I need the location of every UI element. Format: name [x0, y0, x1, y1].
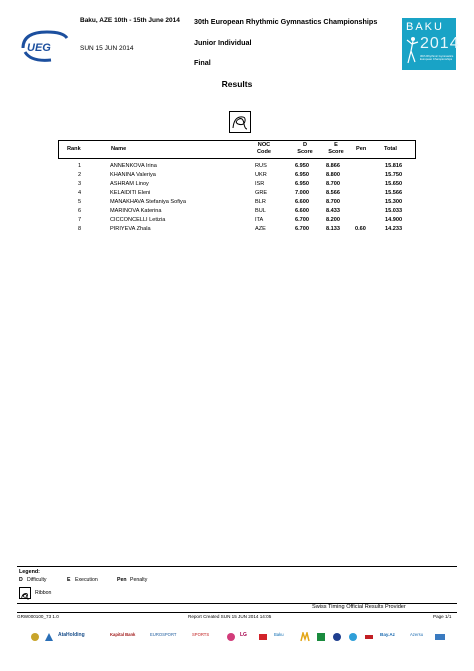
row-total: 14.233	[385, 226, 403, 232]
col-total: Total	[384, 146, 397, 152]
ueg-logo	[17, 26, 77, 66]
col-d-score: D Score	[297, 142, 313, 155]
sponsor-emblem-icon	[434, 632, 446, 642]
baku-logo-word: BAKU	[406, 21, 444, 33]
legend-d-label: Difficulty	[27, 577, 47, 583]
event-date: SUN 15 JUN 2014	[80, 45, 134, 52]
row-e-score: 8.700	[326, 181, 340, 187]
ueg-logo-text: UEG	[27, 42, 51, 54]
row-name: KHANINA Valeriya	[110, 172, 156, 178]
row-d-score: 6.600	[295, 199, 309, 205]
legend-d-key: D	[19, 577, 23, 583]
legend-pen-key: Pen	[117, 577, 127, 583]
row-rank: 3	[78, 181, 82, 187]
table-row	[58, 181, 414, 190]
sponsor-emblem-icon	[30, 632, 40, 642]
row-noc: BUL	[255, 208, 266, 214]
row-rank: 4	[78, 190, 82, 196]
row-name: MANAKHAVA Stefaniya Sofiya	[110, 199, 186, 205]
row-noc: BLR	[255, 199, 266, 205]
row-name: MARINOVA Katerina	[110, 208, 162, 214]
sponsor-emblem-icon	[300, 632, 310, 642]
legend-pen-label: Penalty	[130, 577, 148, 583]
legend-ribbon-label: Ribbon	[35, 590, 52, 596]
row-name: PIRIYEVA Zhala	[110, 226, 151, 232]
baku-2014-logo	[402, 18, 460, 70]
baku-logo-year: 2014	[420, 35, 460, 52]
row-total: 15.300	[385, 199, 403, 205]
row-rank: 7	[78, 217, 82, 223]
col-e-score: E Score	[328, 142, 344, 155]
sponsor-emblem-icon	[44, 632, 54, 642]
table-row	[58, 163, 414, 172]
sponsor-logo: SPORTS	[192, 632, 210, 637]
sponsor-emblem-icon	[316, 632, 326, 642]
report-created: Report Created SUN 15 JUN 2014 14:05	[188, 614, 272, 619]
row-name: CICCONCELLI Letizia	[110, 217, 166, 223]
col-noc: NOC Code	[257, 142, 271, 155]
sponsor-logo: AtaHolding	[58, 632, 85, 638]
sponsor-logo: Baku	[274, 632, 284, 637]
row-name: KELAIDITI Eleni	[110, 190, 151, 196]
championship-title: 30th European Rhythmic Gymnastics Championships	[194, 17, 378, 26]
legend-e-key: E	[67, 577, 71, 583]
row-e-score: 8.800	[326, 172, 340, 178]
table-row	[58, 199, 414, 208]
sponsor-emblem-icon	[348, 632, 358, 642]
row-d-score: 6.700	[295, 226, 309, 232]
sponsor-emblem-icon	[258, 632, 268, 642]
row-pen: 0.60	[355, 226, 366, 232]
sponsor-emblem-icon	[364, 632, 374, 642]
row-e-score: 8.866	[326, 163, 340, 169]
row-noc: GRE	[255, 190, 268, 196]
row-noc: RUS	[255, 163, 267, 169]
row-total: 14.900	[385, 217, 403, 223]
row-total: 15.650	[385, 181, 403, 187]
row-noc: ITA	[255, 217, 264, 223]
sponsor-emblem-icon	[332, 632, 342, 642]
row-d-score: 7.000	[295, 190, 309, 196]
phase-label: Final	[194, 58, 211, 67]
row-total: 15.033	[385, 208, 403, 214]
sponsor-logo: Bay.Az	[380, 632, 395, 637]
legend-ribbon-icon	[19, 587, 31, 599]
page-title: Results	[221, 79, 253, 89]
legend	[17, 566, 457, 604]
col-rank: Rank	[67, 146, 81, 152]
sponsor-emblem-icon	[226, 632, 236, 642]
col-name: Name	[111, 146, 127, 152]
col-pen: Pen	[356, 146, 367, 152]
table-row	[58, 172, 414, 181]
sponsor-logo: Azersu	[410, 632, 424, 637]
sponsor-strip	[30, 632, 450, 646]
row-total: 15.566	[385, 190, 403, 196]
row-d-score: 6.600	[295, 208, 309, 214]
category-label: Junior Individual	[194, 38, 252, 47]
row-d-score: 6.700	[295, 217, 309, 223]
row-e-score: 8.200	[326, 217, 340, 223]
row-e-score: 8.133	[326, 226, 340, 232]
doc-code: GRW000100_73 1.0	[17, 614, 59, 619]
row-e-score: 8.700	[326, 199, 340, 205]
table-row	[58, 226, 414, 235]
ribbon-icon	[229, 111, 251, 133]
row-total: 15.816	[385, 163, 403, 169]
row-noc: AZE	[255, 226, 266, 232]
row-noc: UKR	[255, 172, 267, 178]
row-rank: 8	[78, 226, 82, 232]
table-row	[58, 190, 414, 199]
sponsor-logo: EUROSPORT	[150, 632, 177, 637]
results-provider: Swiss Timing Official Results Provider	[312, 604, 406, 610]
row-total: 15.750	[385, 172, 403, 178]
results-table-header	[58, 140, 416, 159]
row-e-score: 8.566	[326, 190, 340, 196]
row-name: ASHRAM Linoy	[110, 181, 149, 187]
row-rank: 5	[78, 199, 82, 205]
row-rank: 6	[78, 208, 82, 214]
legend-title: Legend:	[19, 569, 40, 575]
row-d-score: 6.950	[295, 163, 309, 169]
gymnast-icon	[405, 35, 419, 65]
footer-divider	[17, 612, 457, 613]
row-rank: 2	[78, 172, 82, 178]
baku-logo-subtitle: 30th Rhythmic Gymnastics European Championships	[420, 54, 454, 62]
sponsor-logo: LG	[240, 632, 247, 638]
row-d-score: 6.950	[295, 172, 309, 178]
row-name: ANNENKOVA Irina	[110, 163, 157, 169]
legend-e-label: Execution	[75, 577, 98, 583]
sponsor-logo: Kapital Bank	[110, 632, 136, 637]
row-rank: 1	[78, 163, 82, 169]
row-d-score: 6.950	[295, 181, 309, 187]
table-row	[58, 208, 414, 217]
event-location: Baku, AZE 10th - 15th June 2014	[80, 17, 180, 24]
page-number: Page 1/1	[433, 614, 452, 619]
table-row	[58, 217, 414, 226]
row-e-score: 8.433	[326, 208, 340, 214]
row-noc: ISR	[255, 181, 265, 187]
